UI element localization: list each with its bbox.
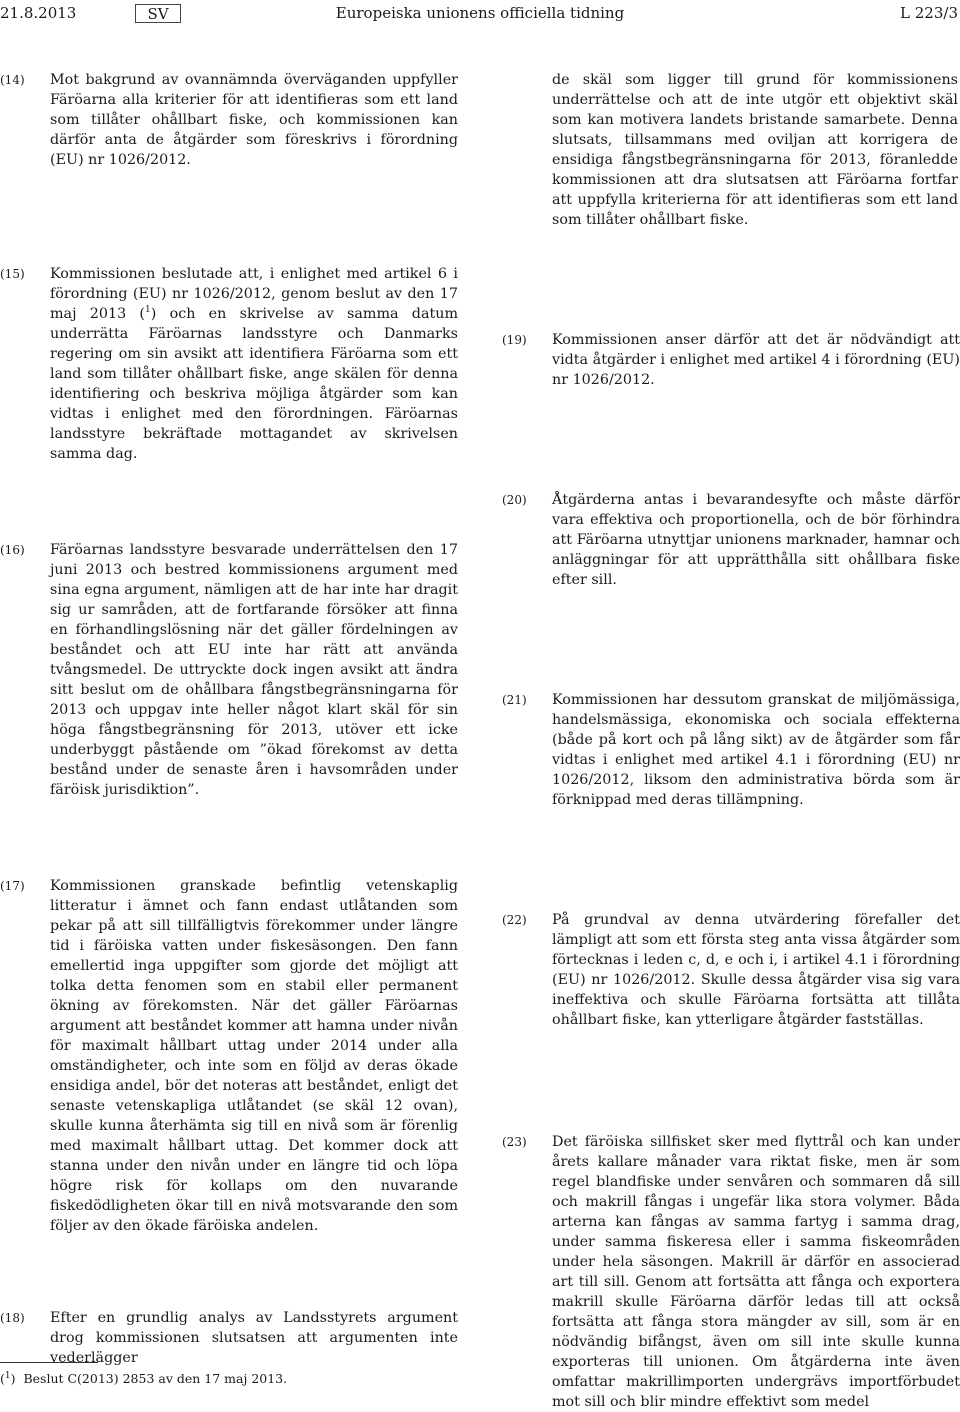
language-badge: SV xyxy=(135,4,181,23)
footnote-divider xyxy=(0,1362,98,1363)
recital-text: Kommissionen granskade befintlig vetenskaplig litteratur i ämnet och fann endast utlåtanden som pekar på att sill tillfälligtvis förekommer under längre tid i färöiska vatten under fiskesäsongen. Den fann emellertid inga uppgifter som gjorde det möjligt att tolka detta fenomen som en stabil eller permanent ökning av förekomsten. När det gäller Färöarnas argument att beståndet kommer att hamna under nivån för maximalt hållbart uttag under 2014 under alla omständigheter, och inte som en följd av deras ökade ensidiga andel, bör det noteras att beståndet, enligt det senaste vetenskapliga utlåtandet (se skäl 12 ovan), skulle kunna återhämta sig till en nivå som är förenlig med maximalt hållbart uttag. Det kommer dock att stanna under den nivån under en längre tid och löpa högre risk för kollaps om den nuvarande fiskedödligheten ökar till en nivå motsvarande den som följer av den ökade färöiska andelen. xyxy=(50,878,458,1234)
recital-text-part: Kommissionen beslutade att, i enlighet med artikel 6 i förordning (EU) nr 1026/2012, genom beslut av den 17 maj 2013 ( xyxy=(50,266,458,322)
recital-text-part: ) och en skrivelse av samma datum underrätta Färöarnas landsstyre och Danmarks regering om sin avsikt att identifiera Färöarna som ett land som tillåter ohållbart fiske, ange skälen för denna identifiering och beskriva möjliga åtgärder som kan vidtas i enlighet med den förordningen. Färöarnas landsstyre bekräftade mottagandet av skrivelsen samma dag. xyxy=(50,306,458,462)
recital-number: (18) xyxy=(0,1311,25,1325)
footnote: ($^1$) Beslut C(2013) 2853 av den 17 maj 2013. xyxy=(0,1370,288,1386)
recital-14 xyxy=(0,70,458,170)
recital-15 xyxy=(0,264,458,464)
recital-18-continued: de skäl som ligger till grund för kommissionens underrättelse och att de inte utgör ett objektivt skäl som kan motivera landets bristande samarbete. Denna slutsats, tillsammans med oviljan att korrigera de ensidiga fångstbegränsningarna för 2013, föranledde kommissionen att dra slutsatsen att Färöarna fortfar att uppfylla kriterierna för att identifieras som ett land som tillåter ohållbart fiske. xyxy=(552,72,958,228)
recital-number: (19) xyxy=(502,333,527,347)
recital-number: (16) xyxy=(0,543,25,557)
footnote-text: Beslut C(2013) 2853 av den 17 maj 2013. xyxy=(23,1371,288,1386)
recital-23 xyxy=(502,1132,960,1412)
recital-17 xyxy=(0,876,458,1236)
recital-22 xyxy=(502,910,960,1030)
recital-18 xyxy=(0,1308,458,1368)
recital-text: Det färöiska sillfisket sker med flyttrål och kan under årets kallare månader vara riktat fiske, men är som regel blandfiske under senvåren och sommaren då sill och makrill fångas i ungefär lika stora volymer. Båda arterna kan fångas av samma fartyg i samma drag, under samma fiskeresa eller i samma fiskeområden under hela säsongen. Makrill är därför en associerad art till sill. Genom att fortsätta att fånga och exportera makrill skulle Färöarna därför ledas till att också fortsätta att fånga stora mängder av sill, som är en nödvändig bifångst, även om sill inte skulle kunna exporteras till unionen. Om åtgärderna inte även omfattar makrillimporten undergrävs importförbudet mot sill och blir mindre effektivt som medel xyxy=(552,1134,960,1410)
recital-number: (17) xyxy=(0,879,25,893)
recital-16 xyxy=(0,540,458,800)
recital-number: (20) xyxy=(502,493,527,507)
recital-number: (21) xyxy=(502,693,527,707)
recital-text: Efter en grundlig analys av Landsstyrets argument drog kommissionen slutsatsen att argumenten inte vederlägger xyxy=(50,1310,458,1366)
recital-text: Åtgärderna antas i bevarandesyfte och måste därför vara effektiva och proportionella, och de bör förhindra att Färöarna utnyttjar unionens marknader, hamnar och anläggningar för att upprätthålla sitt ohållbara fiske efter sill. xyxy=(552,492,960,588)
recital-number: (22) xyxy=(502,913,527,927)
recital-number: (23) xyxy=(502,1135,527,1149)
recital-number: (15) xyxy=(0,267,25,281)
recital-text xyxy=(50,264,458,464)
page-header xyxy=(0,0,960,30)
recital-number: (14) xyxy=(0,73,25,87)
publication-date: 21.8.2013 xyxy=(0,4,77,22)
recital-text: Mot bakgrund av ovannämnda överväganden uppfyller Färöarna alla kriterier för att identifieras som ett land som tillåter ohållbart fiske, och kommissionen kan därför anta de åtgärder som föreskrivs i förordning (EU) nr 1026/2012. xyxy=(50,72,458,168)
recital-19 xyxy=(502,330,960,390)
footnote-mark: 1 xyxy=(4,1370,11,1381)
recital-text: Kommissionen har dessutom granskat de miljömässiga, handelsmässiga, ekonomiska och sociala effekterna (både på kort och på lång sikt) av de åtgärder som får vidtas i enlighet med artikel 4.1 i förordning (EU) nr 1026/2012, liksom den administrativa börda som är förknippad med deras tillämpning. xyxy=(552,692,960,808)
recital-text: Färöarnas landsstyre besvarade underrättelsen den 17 juni 2013 och bestred kommissionens argument med sina egna argument, nämligen att de har inte har dragit sig ur samråden, att de fortfarande försöker att finna en förhandlingslösning när det gäller fördelningen av beståndet och att EU inte har rätt att använda tvångsmedel. De uttryckte dock ingen avsikt att ändra sitt beslut om de ohållbara fångstbegränsningarna för 2013 och uppgav inte heller något klart skäl för sin höga fångstbegränsning för 2013, utöver ett icke underbyggt påstående om ”ökad förekomst av detta bestånd under de senaste åren i havsområden under färöisk jurisdiktion”. xyxy=(50,542,458,798)
recital-20 xyxy=(502,490,960,590)
recital-text: På grundval av denna utvärdering förefaller det lämpligt att som ett första steg anta vissa åtgärder som förtecknas i leden c, d, e och i, i artikel 4.1 i förordning (EU) nr 1026/2012. Skulle dessa åtgärder visa sig vara ineffektiva och skulle Färöarna fortsätta att tillåta ohållbart fiske, kan ytterligare åtgärder fastställas. xyxy=(552,912,960,1028)
recital-text: Kommissionen anser därför att det är nödvändigt att vidta åtgärder i enlighet med artikel 4 i förordning (EU) nr 1026/2012. xyxy=(552,332,960,388)
recital-21 xyxy=(502,690,960,810)
footnote-ref[interactable]: 1 xyxy=(145,305,151,316)
journal-title: Europeiska unionens officiella tidning xyxy=(335,4,625,22)
page-number: L 223/3 xyxy=(900,4,958,22)
